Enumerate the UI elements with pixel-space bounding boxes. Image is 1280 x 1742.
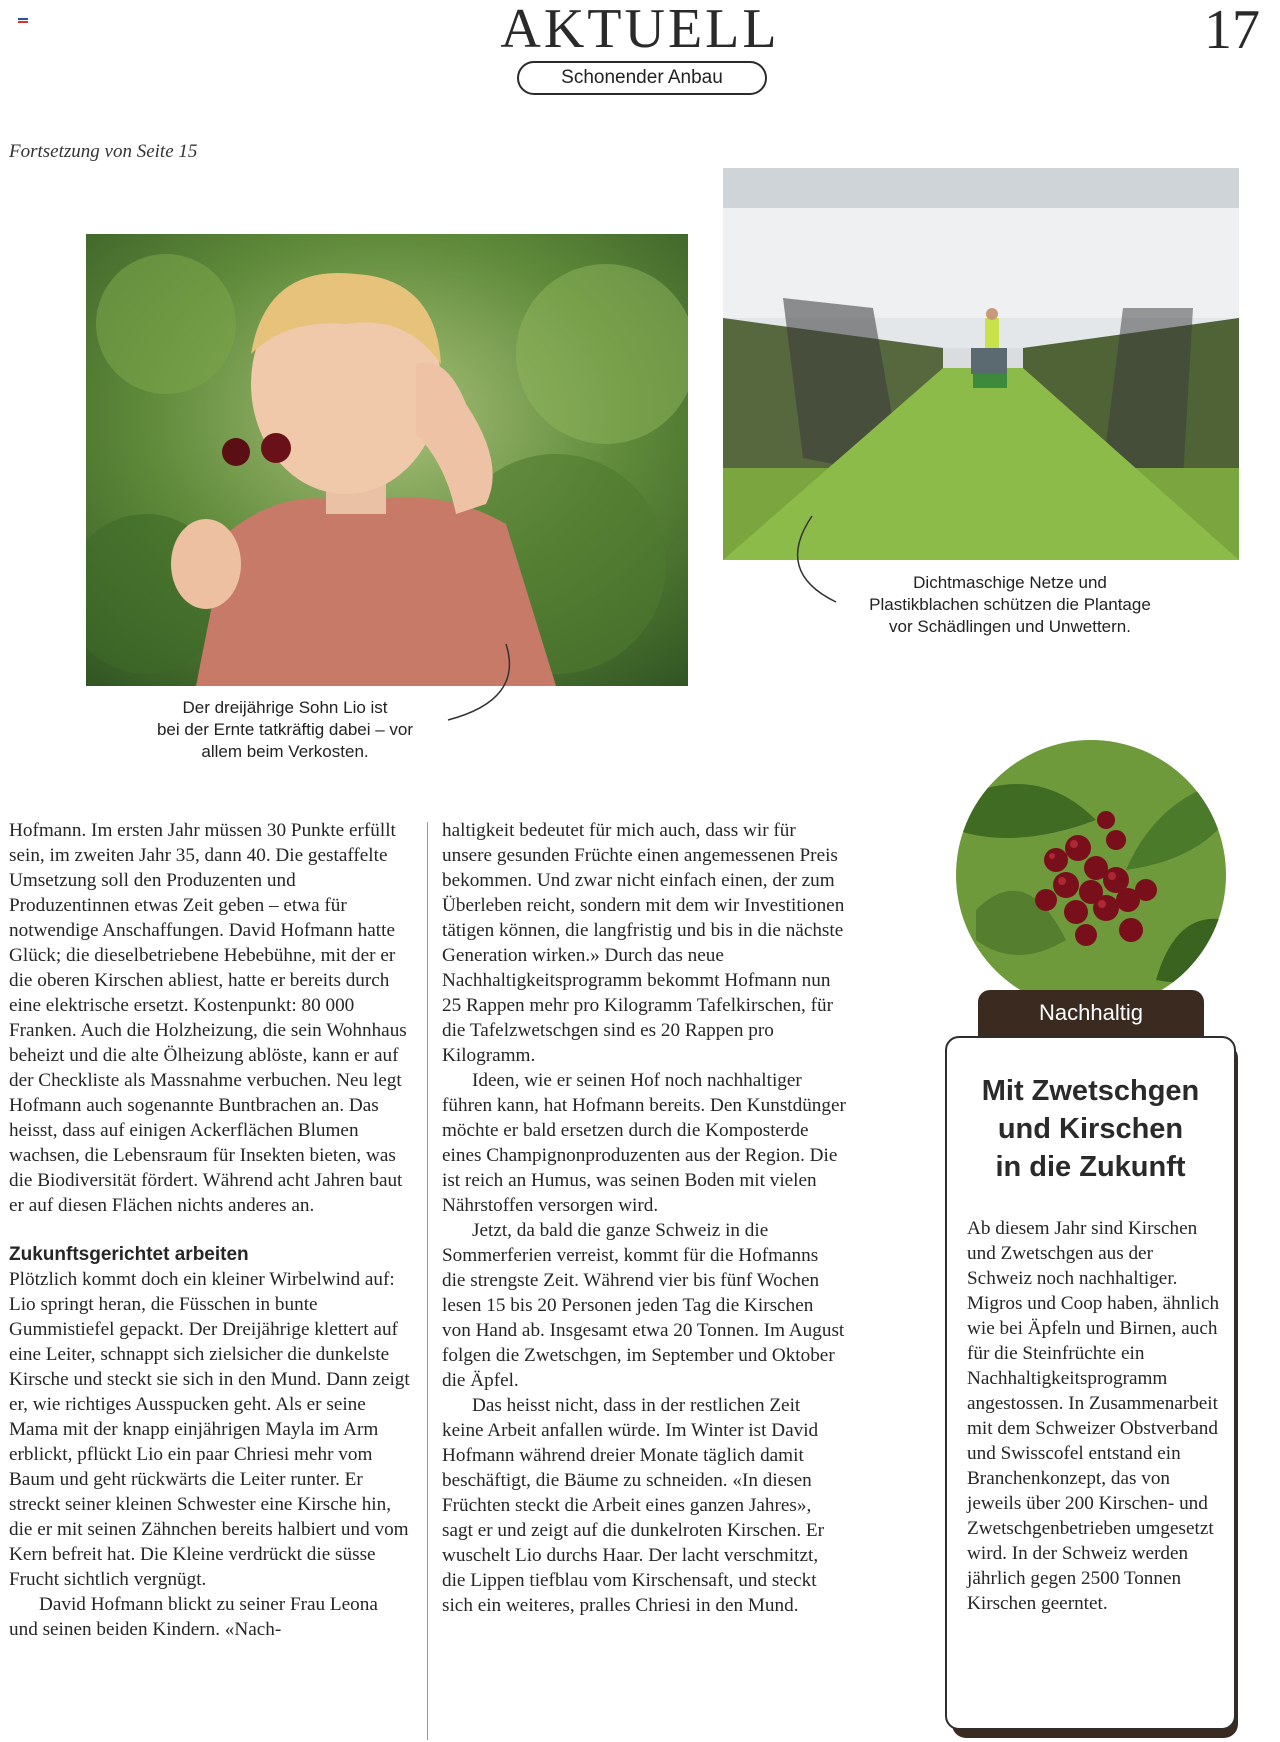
article-subhead: Zukunftsgerichtet arbeiten: [9, 1244, 249, 1265]
article-column-1: [9, 818, 411, 1642]
column-divider: [427, 822, 428, 1740]
sidebar-tag: Nachhaltig: [978, 990, 1204, 1036]
article-column-2: [442, 818, 846, 1618]
photo-cherries-circle: [956, 740, 1226, 1010]
article-paragraph: Hofmann. Im ersten Jahr müssen 30 Punkte erfüllt sein, im zweiten Jahr 35, dann 40. Die gestaffelte Umsetzung soll den Produzenten und Produzentinnen etwas Zeit geben – etwa für notwendige Anschaffungen. David Hofmann hatte Glück; die dieselbetriebene Hebebühne, mit der er die oberen Kirschen abliest, hatte er bereits durch eine elektrische ersetzt. Kostenpunkt: 80 000 Franken. Auch die Holzheizung, die sein Wohnhaus beheizt und die alte Ölheizung ablöste, kann er auf der Checkliste als Massnahme verbuchen. Neu legt Hofmann auch sogenannte Buntbrachen an. Das heisst, dass auf einigen Ackerflächen Blumen wachsen, die Lebensraum für Insekten bieten, was die Biodiversität fördert. Während acht Jahren baut er auf diesen Flächen nichts anderes an.: [9, 820, 407, 1216]
section-title: AKTUELL: [500, 0, 780, 60]
article-paragraph: David Hofmann blickt zu seiner Frau Leona und seinen beiden Kindern. «Nach-: [9, 1594, 378, 1640]
sidebar-text: Ab diesem Jahr sind Kirschen und Zwetschgen aus der Schweiz noch nachhaltiger. Migros und Coop haben, ähnlich wie bei Äpfeln und Birnen, auch für die Steinfrüchte ein Nachhaltigkeitsprogramm angestossen. In Zusammenarbeit mit dem Schweizer Obstverband und Swisscofel entstand ein Branchenkonzept, das von jeweils über 200 Kirschen- und Zwetschgenbetrieben umgesetzt wird. In der Schweiz werden jährlich gegen 2500 Tonnen Kirschen geerntet.: [967, 1218, 1220, 1614]
article-paragraph: haltigkeit bedeutet für mich auch, dass wir für unsere gesunden Früchte einen angemessenen Preis bekommen. Und zwar nicht einfach einen, der zum Überleben reicht, sondern mit dem wir Investitionen tätigen können, die langfristig und bis in die nächste Generation wirken.» Durch das neue Nachhaltigkeitsprogramm bekommt Hofmann nun 25 Rappen mehr pro Kilogramm Tafelkirschen, für die Tafelzwetschgen sind es 20 Rappen pro Kilogramm.: [442, 820, 845, 1066]
article-paragraph: Jetzt, da bald die ganze Schweiz in die Sommerferien verreist, kommt für die Hofmanns die strengste Zeit. Während vier bis fünf Wochen lesen 15 bis 20 Personen jeden Tag die Kirschen von Hand ab. Insgesamt etwa 20 Tonnen. Im August folgen die Zwetschgen, im September und Oktober die Äpfel.: [442, 1220, 845, 1391]
photo-boy-with-cherries: [86, 234, 688, 686]
continuation-note: Fortsetzung von Seite 15: [9, 141, 198, 162]
caption-pointer-curve: [440, 640, 520, 730]
caption-boy: Der dreijährige Sohn Lio ist bei der Ernte tatkräftig dabei – vor allem beim Verkosten.: [156, 698, 414, 761]
subsection-pill: Schonender Anbau: [517, 61, 767, 95]
caption-orchard: Dichtmaschige Netze und Plastikblachen schützen die Plantage vor Schädlingen und Unwettern.: [869, 573, 1151, 636]
sidebar-title: Mit Zwetschgen und Kirschen in die Zukunft: [981, 1075, 1200, 1183]
article-paragraph: Plötzlich kommt doch ein kleiner Wirbelwind auf: Lio springt heran, die Füsschen in bunte Gummistiefel gepackt. Der Dreijährige klettert auf eine Leiter, schnappt sich zielsicher die dunkelste Kirsche und steckt sie sich in den Mund. Dann zeigt er, wie richtiges Ausspucken geht. Als er seine Mama mit der knapp einjährigen Mayla im Arm erblickt, pflückt Lio ein paar Chriesi mehr vom Baum und geht rückwärts die Leiter runter. Er streckt seiner kleinen Schwester eine Kirsche hin, die er mit seinen Zähnchen bereits halbiert und vom Kern befreit hat. Die Kleine verdrückt die süsse Frucht sichtlich vergnügt.: [9, 1269, 410, 1590]
caption-pointer-curve: [784, 512, 844, 608]
article-paragraph: Ideen, wie er seinen Hof noch nachhaltiger führen kann, hat Hofmann bereits. Den Kunstdünger möchte er bald ersetzen durch die Komposterde eines Champignonproduzenten aus der Region. Die ist reich an Humus, was seinen Boden mit vielen Nährstoffen versorgen wird.: [442, 1070, 846, 1216]
article-paragraph: Das heisst nicht, dass in der restlichen Zeit keine Arbeit anfallen würde. Im Winter ist David Hofmann während dreier Monate täglich damit beschäftigt, die Bäume zu schneiden. «In diesen Früchten steckt die Arbeit eines ganzen Jahres», sagt er und zeigt auf die dunkelroten Kirschen. Er wuschelt Lio durchs Haar. Der lacht verschmitzt, die Lippen tiefblau vom Kirschensaft, und steckt sich ein weiteres, pralles Chriesi in den Mund.: [442, 1395, 825, 1616]
page-number: 17: [1204, 0, 1260, 61]
photo-orchard-nets: [723, 168, 1239, 560]
